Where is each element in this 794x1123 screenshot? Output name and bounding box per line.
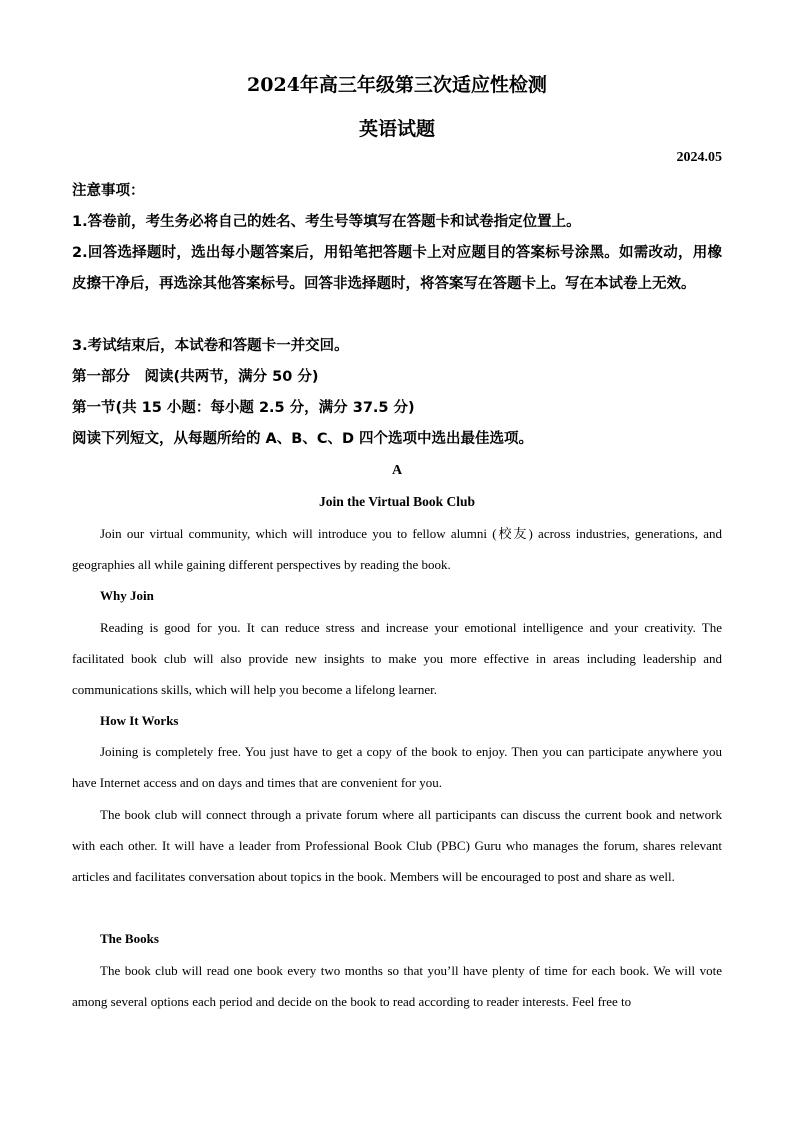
passage-paragraph-1: Join our virtual community, which will introduce you to fellow alumni (校友) across industries, generations, and geographies all while gaining different perspectives by reading the book. <box>72 526 722 573</box>
notice-heading: 注意事项： <box>72 183 145 199</box>
section-part: 第一部分 阅读(共两节，满分 50 分) <box>72 369 319 385</box>
heading-how-it-works: How It Works <box>100 713 179 728</box>
passage-paragraph-4: The book club will connect through a private forum where all participants can discuss the current book and network with each other. It will have a leader from Professional Book Club (PBC) Guru who manages the forum, shares relevant articles and facilitates conversation about topics in the book. Members will be encouraged to post and share as well. <box>72 807 722 885</box>
passage-paragraph-2: Reading is good for you. It can reduce stress and increase your emotional intelligence and your creativity. The facilitated book club will also provide new insights to make you more effective in areas including leadership and communications skills, which will help you become a lifelong learner. <box>72 620 722 698</box>
heading-the-books: The Books <box>100 931 159 946</box>
notice-item-3: 3.考试结束后，本试卷和答题卡一并交回。 <box>72 338 349 354</box>
section-instruction: 阅读下列短文，从每题所给的 A、B、C、D 四个选项中选出最佳选项。 <box>72 431 534 447</box>
passage-title: Join the Virtual Book Club <box>318 494 476 509</box>
passage-label: A <box>391 463 403 478</box>
exam-date: 2024.05 <box>676 150 722 165</box>
exam-title: 2024年高三年级第三次适应性检测 <box>247 74 547 96</box>
section-subpart: 第一节(共 15 小题：每小题 2.5 分，满分 37.5 分) <box>72 400 415 416</box>
passage-paragraph-3: Joining is completely free. You just have to get a copy of the book to enjoy. Then you can participate anywhere you have Internet access and on days and times that are convenient for you. <box>72 744 722 791</box>
exam-subtitle: 英语试题 <box>358 118 435 140</box>
notice-item-1: 1.答卷前，考生务必将自己的姓名、考生号等填写在答题卡和试卷指定位置上。 <box>72 214 581 230</box>
notice-item-2: 2.回答选择题时，选出每小题答案后，用铅笔把答题卡上对应题目的答案标号涂黑。如需改动，用橡皮擦干净后，再选涂其他答案标号。回答非选择题时，将答案写在答题卡上。写在本试卷上无效。 <box>72 245 722 292</box>
passage-paragraph-5: The book club will read one book every two months so that you’ll have plenty of time for each book. We will vote among several options each period and decide on the book to read according to reader interests. Feel free to <box>72 963 722 1010</box>
heading-why-join: Why Join <box>100 588 154 603</box>
